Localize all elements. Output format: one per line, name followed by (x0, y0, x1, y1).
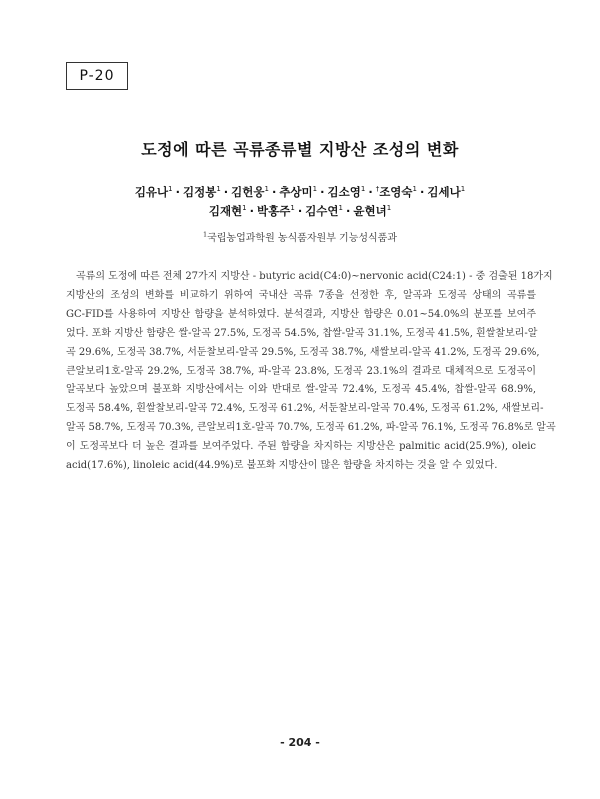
affiliation (0, 229, 600, 244)
poster-code-box: P-20 (66, 62, 128, 90)
abstract-body (66, 268, 556, 476)
author-affiliation-marker: 1 (264, 185, 269, 194)
author-separator: · (297, 204, 303, 218)
author-name: 김세나$^1$ (427, 185, 466, 199)
page-number: - 204 - (280, 736, 320, 749)
author-affiliation-marker: 1 (312, 185, 318, 194)
author-name: 김헌웅$^1$ (231, 185, 269, 199)
author-separator: · (320, 185, 325, 199)
abstract-line: 이 도정곡보다 더 높은 결과를 보여주었다. 주된 함량을 차지하는 지방산은 palmitic acid(25.9%), oleic (66, 441, 536, 453)
abstract-line: 큰알보리1호-알곡 29.2%, 도정곡 38.7%, 파-알곡 23.8%, 도정곡 23.1%의 결과로 대체적으로 도정곡이 (66, 365, 536, 377)
author-name: 김소영$^1$ (327, 185, 366, 199)
abstract-line: 곡 29.6%, 도정곡 38.7%, 서둔찰보리-알곡 29.5%, 도정곡 38.7%, 새쌀보리-알곡 41.2%, 도정곡 29.6%, (66, 346, 540, 358)
author-separator: · (249, 204, 255, 218)
abstract-line: 었다. 포화 지방산 함량은 쌀-알곡 27.5%, 도정곡 54.5%, 찹쌀-알곡 31.1%, 도정곡 41.5%, 흰쌀찰보리-알 (66, 327, 538, 339)
abstract-line: GC-FID를 사용하여 지방산 함량을 분석하였다. 분석결과, 지방산 함량은 0.01~54.0%의 분포를 보여주 (66, 308, 536, 320)
abstract-line: 도정곡 58.4%, 흰쌀찰보리-알곡 72.4%, 도정곡 61.2%, 서둔찰보리-알곡 70.4%, 도정곡 61.2%, 새쌀보리- (66, 403, 544, 415)
author-name: 윤현녀$^1$ (353, 204, 392, 218)
authors-line-2 (0, 203, 600, 219)
author-affiliation-marker: 1 (242, 204, 247, 213)
author-separator: · (345, 204, 351, 218)
author-name: 김유나$^1$ (134, 185, 173, 199)
author-affiliation-marker: 1 (460, 185, 466, 194)
abstract-line: acid(17.6%), linoleic acid(44.9%)로 불포화 지방산이 많은 함량을 차지하는 것을 알 수 있었다. (66, 460, 498, 472)
author-affiliation-marker: 1 (216, 185, 221, 194)
author-name: 김정봉$^1$ (183, 185, 221, 199)
abstract-line: 지방산의 조성의 변화를 비교하기 위하여 국내산 곡류 7종을 선정한 후, 알곡과 도정곡 상태의 곡류를 (66, 289, 536, 301)
author-affiliation-marker: 1 (290, 204, 295, 213)
author-separator: · (175, 185, 180, 199)
author-name: †조영숙$^1$ (375, 185, 417, 199)
author-affiliation-marker: 1 (168, 185, 173, 194)
affiliation-marker: 1 (202, 230, 208, 239)
corresponding-author-mark: † (375, 185, 380, 194)
author-name: 김수연$^1$ (305, 204, 343, 218)
author-separator: · (271, 185, 277, 199)
abstract-line: 곡류의 도정에 따른 전체 27가지 지방산 - butyric acid(C4:0)~nervonic acid(C24:1) - 중 검출된 18가지 (76, 271, 553, 282)
affiliation-text: 국립농업과학원 농식품자원부 기능성식품과 (207, 233, 398, 244)
author-name: 김재현$^1$ (208, 204, 247, 218)
abstract-line: 알곡 58.7%, 도정곡 70.3%, 큰알보리1호-알곡 70.7%, 도정곡 61.2%, 파-알곡 76.1%, 도정곡 76.8%로 알곡 (66, 422, 556, 434)
author-separator: · (419, 185, 425, 199)
author-affiliation-marker: 1 (412, 185, 417, 194)
author-affiliation-marker: 1 (386, 204, 392, 213)
authors-line-1 (0, 184, 600, 200)
abstract-line: 알곡보다 높았으며 불포화 지방산에서는 이와 반대로 쌀-알곡 72.4%, 도정곡 45.4%, 찹쌀-알곡 68.9%, (66, 384, 536, 396)
author-separator: · (368, 185, 373, 199)
author-affiliation-marker: 1 (338, 204, 343, 213)
author-separator: · (223, 185, 229, 199)
author-name: 박홍주$^1$ (257, 204, 295, 218)
author-affiliation-marker: 1 (360, 185, 366, 194)
author-name: 추상미$^1$ (279, 185, 318, 199)
paper-title: 도정에 따른 곡류종류별 지방산 조성의 변화 (141, 140, 459, 159)
